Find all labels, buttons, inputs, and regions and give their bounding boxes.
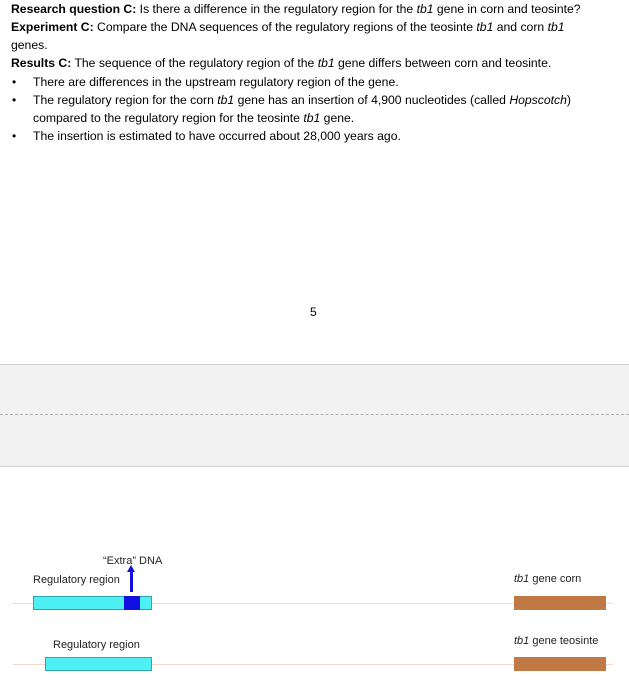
results-text-end: gene differs between corn and teosinte.	[334, 56, 552, 70]
gene-name: tb1	[217, 93, 235, 107]
bullet-2-line2-end: gene.	[320, 111, 355, 125]
gene-name: tb1	[317, 56, 335, 70]
bullet-2	[33, 91, 571, 109]
experiment-line2: genes.	[11, 38, 48, 52]
bullet-marker: •	[12, 129, 17, 143]
bullet-1: There are differences in the upstream regulatory region of the gene.	[33, 75, 399, 89]
bullet-3: The insertion is estimated to have occurred about 28,000 years ago.	[33, 129, 401, 143]
corn-gene-label-text: gene corn	[529, 573, 582, 585]
corn-regulatory-label: Regulatory region	[33, 574, 120, 586]
teosinte-gene-bar	[514, 657, 606, 671]
gene-name: tb1	[547, 20, 565, 34]
teosinte-regulatory-region-bar	[45, 657, 152, 671]
experiment-label: Experiment C:	[11, 20, 94, 34]
corn-gene-label	[514, 573, 581, 586]
insertion-name: Hopscotch	[509, 93, 567, 107]
experiment-text: Compare the DNA sequences of the regulatory regions of the teosinte	[93, 20, 477, 34]
bullet-2-text-end: )	[566, 93, 571, 107]
bullet-2-line2	[33, 109, 354, 127]
insertion-arrow-shaft	[130, 571, 133, 592]
corn-gene-bar	[514, 596, 606, 610]
teosinte-gene-label	[514, 635, 598, 648]
gene-name: tb1	[514, 635, 530, 647]
page-number: 5	[310, 305, 317, 319]
research-question-label: Research question C:	[11, 2, 137, 16]
hopscotch-insertion-box	[124, 596, 140, 610]
results-label: Results C:	[11, 56, 72, 70]
bullet-2-text: The regulatory region for the corn	[33, 93, 218, 107]
bullet-2-text-mid: gene has an insertion of 4,900 nucleotides (called	[234, 93, 510, 107]
research-question-text: Is there a difference in the regulatory region for the	[136, 2, 417, 16]
gene-name: tb1	[476, 20, 494, 34]
gene-name: tb1	[514, 573, 530, 585]
gene-name: tb1	[416, 2, 434, 16]
research-question-text-end: gene in corn and teosinte?	[433, 2, 581, 16]
bullet-marker: •	[12, 93, 17, 107]
results	[11, 54, 551, 72]
extra-dna-label: “Extra” DNA	[103, 555, 163, 567]
page-break-dashed-line	[0, 414, 629, 415]
bullet-marker: •	[12, 75, 17, 89]
results-text: The sequence of the regulatory region of the	[71, 56, 318, 70]
bullet-2-line2-text: compared to the regulatory region for the teosinte	[33, 111, 304, 125]
teosinte-gene-label-text: gene teosinte	[529, 635, 599, 647]
teosinte-regulatory-label: Regulatory region	[53, 639, 140, 651]
experiment	[11, 18, 565, 36]
gene-name: tb1	[303, 111, 321, 125]
research-question	[11, 0, 581, 18]
experiment-text-mid: and corn	[493, 20, 548, 34]
page-break-gap	[0, 364, 629, 467]
